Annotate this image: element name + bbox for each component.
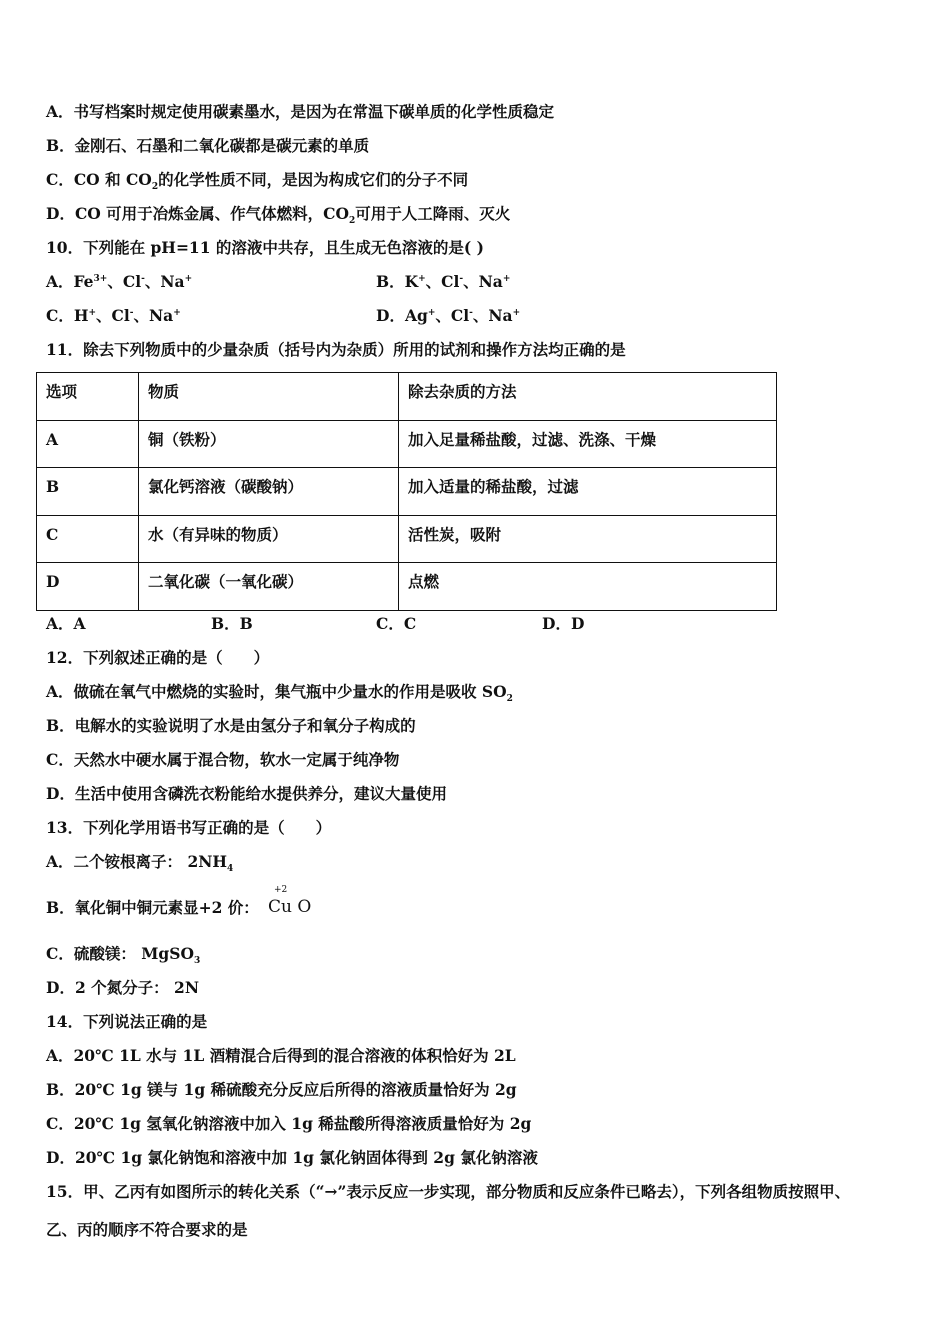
q13-b-formula <box>268 885 328 925</box>
q13-d-formula: 2N <box>174 978 199 997</box>
q9-c-text-2: 的化学性质不同，是因为构成它们的分子不同 <box>158 170 469 189</box>
q10-d-rest2: 、Na <box>472 306 513 325</box>
q10-c-label: C．H <box>46 306 89 325</box>
table-cell: 铜（铁粉） <box>139 420 399 468</box>
q11-answer-b: B．B <box>211 614 253 633</box>
q13-option-c <box>46 944 201 967</box>
table-header: 除去杂质的方法 <box>399 373 777 421</box>
q13-c-text: C．硫酸镁： <box>46 944 136 963</box>
table-row <box>37 515 777 563</box>
q10-a-label: A．Fe <box>46 272 94 291</box>
q10-option-a <box>46 272 192 292</box>
q12-option-d: D．生活中使用含磷洗衣粉能给水提供养分，建议大量使用 <box>46 784 447 803</box>
q12-option-c: C．天然水中硬水属于混合物，软水一定属于纯净物 <box>46 750 400 769</box>
table-row <box>37 420 777 468</box>
q10-a-rest2: 、Na <box>144 272 185 291</box>
q10-b-sup2: - <box>459 273 464 284</box>
q10-option-d <box>376 306 520 326</box>
q9-c-sub: 2 <box>151 182 159 193</box>
q13-a-text: A．二个铵根离子： <box>46 852 183 871</box>
q13-option-a <box>46 852 234 875</box>
q10-d-label: D．Ag <box>376 306 428 325</box>
q9-d-sub: 2 <box>349 216 356 227</box>
q10-a-sup2: - <box>141 273 145 284</box>
q13-option-d <box>46 978 199 998</box>
table-cell: C <box>37 515 139 563</box>
table-row <box>37 563 777 611</box>
q14-option-b: B．20℃ 1g 镁与 1g 稀硫酸充分反应后所得的溶液质量恰好为 2g <box>46 1080 517 1099</box>
q14-option-c: C．20℃ 1g 氢氧化钠溶液中加入 1g 稀盐酸所得溶液质量恰好为 2g <box>46 1114 532 1133</box>
table-header: 物质 <box>139 373 399 421</box>
q12-option-a <box>46 682 513 705</box>
table-cell: 二氧化碳（一氧化碳） <box>139 563 399 611</box>
table-cell: 水（有异味的物质） <box>139 515 399 563</box>
q14-option-a: A．20℃ 1L 水与 1L 酒精混合后得到的混合溶液的体积恰好为 2L <box>46 1046 516 1065</box>
table-cell: D <box>37 563 139 611</box>
table-cell: A <box>37 420 139 468</box>
q10-b-rest: 、Cl <box>425 272 460 291</box>
table-cell: 活性炭，吸附 <box>399 515 777 563</box>
q10-c-sup2: - <box>129 307 134 318</box>
q10-d-sup2: - <box>469 307 473 318</box>
q11-table <box>36 372 777 611</box>
q10-b-sup3: + <box>502 273 511 284</box>
q13-c-sub: 3 <box>193 956 201 967</box>
q9-d-text-2: 可用于人工降雨、灭火 <box>355 204 511 223</box>
q14-stem: 14．下列说法正确的是 <box>46 1012 208 1031</box>
q10-d-rest: 、Cl <box>435 306 470 325</box>
q9-d-text: D．CO 可用于冶炼金属、作气体燃料，CO <box>46 204 350 223</box>
q11-stem: 11．除去下列物质中的少量杂质（括号内为杂质）所用的试剂和操作方法均正确的是 <box>46 340 626 359</box>
q10-b-sup: + <box>418 273 426 284</box>
q10-a-sup: 3+ <box>93 273 108 284</box>
q13-option-b: B．氧化铜中铜元素显+2 价： <box>46 898 259 917</box>
q13-d-text: D．2 个氮分子： <box>46 978 169 997</box>
q10-c-sup: + <box>88 307 97 318</box>
q13-c-formula: MgSO <box>141 944 194 963</box>
q13-stem: 13．下列化学用语书写正确的是（ ） <box>46 818 332 837</box>
q15-stem-line2: 乙、丙的顺序不符合要求的是 <box>46 1220 248 1239</box>
q10-stem: 10．下列能在 pH=11 的溶液中共存，且生成无色溶液的是( ) <box>46 238 484 257</box>
q10-option-c <box>46 306 181 326</box>
q12-stem: 12．下列叙述正确的是（ ） <box>46 648 270 667</box>
q10-b-label: B．K <box>376 272 419 291</box>
q13-a-sub: 4 <box>227 864 234 875</box>
q12-option-b: B．电解水的实验说明了水是由氢分子和氧分子构成的 <box>46 716 416 735</box>
table-cell: 加入足量稀盐酸，过滤、洗涤、干燥 <box>399 420 777 468</box>
q10-c-rest2: 、Na <box>133 306 174 325</box>
q10-a-sup3: + <box>184 273 193 284</box>
q15-stem-line1: 15．甲、乙丙有如图所示的转化关系（“→”表示反应一步实现，部分物质和反应条件已略去），下列各组物质按照甲、 <box>46 1182 851 1201</box>
q9-option-c <box>46 170 469 193</box>
q10-c-sup3: + <box>173 307 181 318</box>
q11-answer-d: D．D <box>542 614 585 633</box>
table-row <box>37 468 777 516</box>
q11-answer-c: C．C <box>376 614 417 633</box>
q12-a-sub: 2 <box>506 694 513 705</box>
table-cell: 点燃 <box>399 563 777 611</box>
q13-b-valence: +2 <box>274 885 288 895</box>
table-cell: 氯化钙溶液（碳酸钠） <box>139 468 399 516</box>
q10-b-rest2: 、Na <box>463 272 503 291</box>
q10-c-rest: 、Cl <box>96 306 130 325</box>
q9-option-b: B．金刚石、石墨和二氧化碳都是碳元素的单质 <box>46 136 370 155</box>
table-cell: B <box>37 468 139 516</box>
table-header: 选项 <box>37 373 139 421</box>
q10-a-rest: 、Cl <box>107 272 142 291</box>
q12-a-text: A．做硫在氧气中燃烧的实验时，集气瓶中少量水的作用是吸收 SO <box>46 682 507 701</box>
q10-option-b <box>376 272 510 292</box>
q13-b-formula-text: Cu O <box>268 897 312 917</box>
q9-option-a: A．书写档案时规定使用碳素墨水，是因为在常温下碳单质的化学性质稳定 <box>46 102 555 121</box>
q11-answer-a: A．A <box>46 614 86 633</box>
q10-d-sup3: + <box>512 307 521 318</box>
q9-c-text: C．CO 和 CO <box>46 170 152 189</box>
q13-a-formula: 2NH <box>187 852 228 871</box>
q10-d-sup: + <box>427 307 436 318</box>
table-cell: 加入适量的稀盐酸，过滤 <box>399 468 777 516</box>
table-header-row <box>37 373 777 421</box>
q14-option-d: D．20℃ 1g 氯化钠饱和溶液中加 1g 氯化钠固体得到 2g 氯化钠溶液 <box>46 1148 538 1167</box>
q9-option-d <box>46 204 511 227</box>
